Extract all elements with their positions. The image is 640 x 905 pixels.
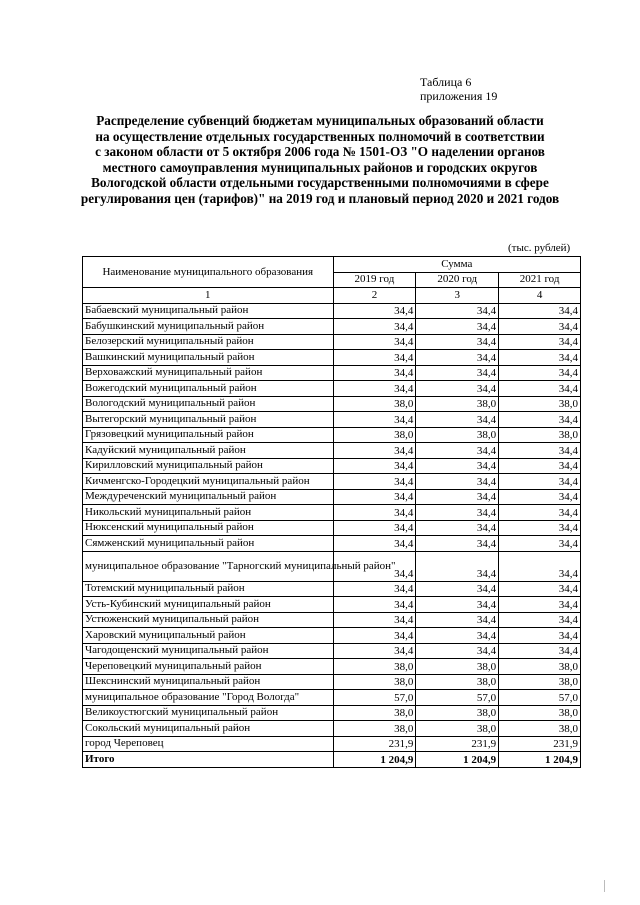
table-row	[83, 458, 581, 474]
amount-2020: 34,4	[416, 303, 499, 319]
table-row	[83, 505, 581, 521]
amount-2020: 34,4	[416, 412, 499, 428]
column-number: 4	[499, 288, 581, 304]
amount-2019: 34,4	[333, 536, 416, 552]
column-header-sum: Сумма	[333, 257, 580, 273]
municipality-name: Тотемский муниципальный район	[83, 581, 334, 597]
amount-2021: 34,4	[499, 643, 581, 659]
municipality-name: муниципальное образование "Город Вологда"	[83, 690, 334, 706]
column-header-name: Наименование муниципального образования	[83, 257, 334, 288]
column-header-2019: 2019 год	[333, 272, 416, 288]
table-body	[83, 303, 581, 752]
amount-2020: 34,4	[416, 581, 499, 597]
municipality-name: Вашкинский муниципальный район	[83, 350, 334, 366]
table-row	[83, 628, 581, 644]
table-row	[83, 612, 581, 628]
municipality-name: Междуреченский муниципальный район	[83, 489, 334, 505]
table-row	[83, 443, 581, 459]
table-row	[83, 659, 581, 675]
municipality-name: Усть-Кубинский муниципальный район	[83, 597, 334, 613]
table-row	[83, 427, 581, 443]
amount-2020: 34,4	[416, 319, 499, 335]
municipality-name: Белозерский муниципальный район	[83, 334, 334, 350]
edge-mark	[604, 880, 605, 892]
amount-2020: 34,4	[416, 489, 499, 505]
amount-2021: 34,4	[499, 319, 581, 335]
table-row	[83, 643, 581, 659]
table-row	[83, 674, 581, 690]
title-line: местного самоуправления муниципальных районов и городских округов	[102, 159, 538, 175]
municipality-name: Череповецкий муниципальный район	[83, 659, 334, 675]
table-row	[83, 474, 581, 490]
table-row	[83, 396, 581, 412]
title-line: Распределение субвенций бюджетам муниципальных образований области	[96, 113, 544, 128]
amount-2019: 34,4	[333, 597, 416, 613]
amount-2020: 38,0	[416, 674, 499, 690]
amount-2019: 38,0	[333, 427, 416, 443]
amount-2019: 34,4	[333, 412, 416, 428]
amount-2020: 34,4	[416, 365, 499, 381]
table-row	[83, 489, 581, 505]
column-header-2020: 2020 год	[416, 272, 499, 288]
municipality-name: Харовский муниципальный район	[83, 628, 334, 644]
amount-2019: 34,4	[333, 458, 416, 474]
municipality-name: Никольский муниципальный район	[83, 505, 334, 521]
amount-2021: 34,4	[499, 334, 581, 350]
amount-2020: 34,4	[416, 612, 499, 628]
amount-2020: 34,4	[416, 334, 499, 350]
amount-2020: 34,4	[416, 536, 499, 552]
amount-2021: 231,9	[499, 736, 581, 752]
amount-2021: 34,4	[499, 350, 581, 366]
title-line: с законом области от 5 октября 2006 года № 1501-ОЗ "О наделении органов	[95, 144, 545, 159]
municipality-name: Нюксенский муниципальный район	[83, 520, 334, 536]
amount-2021: 34,4	[499, 612, 581, 628]
amount-2019: 34,4	[333, 365, 416, 381]
appendix-number: приложения 19	[420, 89, 498, 103]
amount-2021: 38,0	[499, 674, 581, 690]
amount-2021: 34,4	[499, 381, 581, 397]
municipality-name: Устюженский муниципальный район	[83, 612, 334, 628]
amount-2019: 34,4	[333, 628, 416, 644]
municipality-name: Вытегорский муниципальный район	[83, 412, 334, 428]
subvention-table	[82, 256, 581, 768]
amount-2021: 38,0	[499, 427, 581, 443]
municipality-name: Вологодский муниципальный район	[83, 396, 334, 412]
table-row	[83, 551, 581, 581]
amount-2020: 34,4	[416, 474, 499, 490]
title-line: Вологодской области отдельными государственными полномочиями в сфере	[91, 175, 549, 190]
amount-2019: 38,0	[333, 659, 416, 675]
amount-2021: 34,4	[499, 536, 581, 552]
amount-2021: 34,4	[499, 474, 581, 490]
amount-2019: 231,9	[333, 736, 416, 752]
amount-2019: 34,4	[333, 643, 416, 659]
amount-2021: 34,4	[499, 303, 581, 319]
table-row	[83, 597, 581, 613]
amount-2021: 34,4	[499, 581, 581, 597]
table-row	[83, 690, 581, 706]
municipality-name: Кадуйский муниципальный район	[83, 443, 334, 459]
total-label: Итого	[83, 752, 334, 768]
amount-2019: 38,0	[333, 396, 416, 412]
table-row	[83, 736, 581, 752]
amount-2021: 34,4	[499, 365, 581, 381]
amount-2020: 34,4	[416, 597, 499, 613]
municipality-name: Бабушкинский муниципальный район	[83, 319, 334, 335]
amount-2019: 34,4	[333, 381, 416, 397]
table-row	[83, 381, 581, 397]
amount-2021: 34,4	[499, 458, 581, 474]
amount-2021: 34,4	[499, 551, 581, 581]
municipality-name: Вожегодский муниципальный район	[83, 381, 334, 397]
amount-2020: 38,0	[416, 396, 499, 412]
amount-2019: 34,4	[333, 350, 416, 366]
units-label: (тыс. рублей)	[508, 242, 571, 254]
column-number: 3	[416, 288, 499, 304]
municipality-name: Кирилловский муниципальный район	[83, 458, 334, 474]
municipality-name: Великоустюгский муниципальный район	[83, 705, 334, 721]
amount-2020: 34,4	[416, 381, 499, 397]
amount-2020: 38,0	[416, 427, 499, 443]
amount-2020: 34,4	[416, 643, 499, 659]
table-row	[83, 365, 581, 381]
amount-2021: 34,4	[499, 489, 581, 505]
municipality-name: Сямженский муниципальный район	[83, 536, 334, 552]
amount-2020: 57,0	[416, 690, 499, 706]
municipality-name: Кичменгско-Городецкий муниципальный район	[83, 474, 334, 490]
amount-2019: 34,4	[333, 551, 416, 581]
municipality-name: Грязовецкий муниципальный район	[83, 427, 334, 443]
amount-2020: 34,4	[416, 628, 499, 644]
amount-2021: 38,0	[499, 721, 581, 737]
municipality-name: Бабаевский муниципальный район	[83, 303, 334, 319]
amount-2020: 231,9	[416, 736, 499, 752]
amount-2020: 34,4	[416, 505, 499, 521]
amount-2021: 34,4	[499, 412, 581, 428]
table-row	[83, 721, 581, 737]
total-2019: 1 204,9	[333, 752, 416, 768]
amount-2021: 57,0	[499, 690, 581, 706]
amount-2019: 57,0	[333, 690, 416, 706]
amount-2020: 34,4	[416, 443, 499, 459]
amount-2021: 38,0	[499, 705, 581, 721]
total-2020: 1 204,9	[416, 752, 499, 768]
amount-2020: 38,0	[416, 705, 499, 721]
document-title	[60, 113, 580, 206]
amount-2019: 34,4	[333, 334, 416, 350]
amount-2021: 34,4	[499, 597, 581, 613]
amount-2020: 34,4	[416, 458, 499, 474]
amount-2019: 38,0	[333, 721, 416, 737]
amount-2019: 34,4	[333, 319, 416, 335]
amount-2019: 34,4	[333, 443, 416, 459]
column-header-2021: 2021 год	[499, 272, 581, 288]
amount-2020: 34,4	[416, 551, 499, 581]
municipality-name: город Череповец	[83, 736, 334, 752]
municipality-name: Чагодощенский муниципальный район	[83, 643, 334, 659]
amount-2019: 34,4	[333, 505, 416, 521]
table-row	[83, 520, 581, 536]
table-row	[83, 303, 581, 319]
table-row	[83, 350, 581, 366]
amount-2021: 34,4	[499, 520, 581, 536]
amount-2021: 38,0	[499, 396, 581, 412]
amount-2021: 38,0	[499, 659, 581, 675]
table-row	[83, 334, 581, 350]
title-line: регулирования цен (тарифов)" на 2019 год и плановый период 2020 и 2021 годов	[80, 190, 560, 206]
amount-2020: 38,0	[416, 659, 499, 675]
amount-2019: 34,4	[333, 303, 416, 319]
table-row	[83, 705, 581, 721]
municipality-name: Верховажский муниципальный район	[83, 365, 334, 381]
municipality-name: муниципальное образование "Тарногский муниципальный район"	[83, 551, 334, 581]
table-row	[83, 412, 581, 428]
title-line: на осуществление отдельных государственных полномочий в соответствии	[95, 128, 545, 144]
total-row	[83, 752, 581, 768]
amount-2021: 34,4	[499, 628, 581, 644]
column-number: 1	[83, 288, 334, 304]
amount-2020: 38,0	[416, 721, 499, 737]
amount-2019: 34,4	[333, 581, 416, 597]
amount-2019: 34,4	[333, 489, 416, 505]
column-number: 2	[333, 288, 416, 304]
amount-2021: 34,4	[499, 443, 581, 459]
municipality-name: Сокольский муниципальный район	[83, 721, 334, 737]
amount-2019: 34,4	[333, 474, 416, 490]
appendix-reference	[420, 75, 497, 103]
table-row	[83, 536, 581, 552]
table-row	[83, 581, 581, 597]
amount-2019: 34,4	[333, 612, 416, 628]
amount-2020: 34,4	[416, 520, 499, 536]
table-row	[83, 319, 581, 335]
table-number: Таблица 6	[420, 75, 472, 89]
amount-2019: 38,0	[333, 705, 416, 721]
amount-2021: 34,4	[499, 505, 581, 521]
total-2021: 1 204,9	[499, 752, 581, 768]
amount-2019: 38,0	[333, 674, 416, 690]
amount-2019: 34,4	[333, 520, 416, 536]
amount-2020: 34,4	[416, 350, 499, 366]
municipality-name: Шекснинский муниципальный район	[83, 674, 334, 690]
